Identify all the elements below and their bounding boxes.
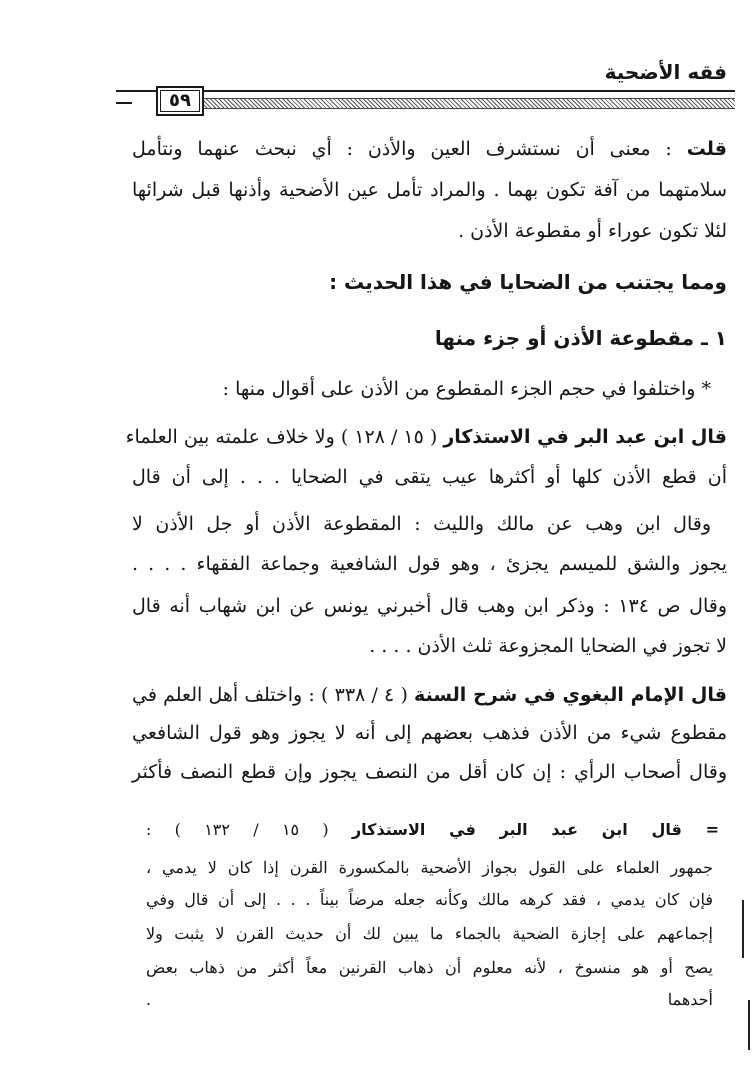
line-text: ( ١٥ / ١٣٢ ) :	[146, 820, 352, 839]
line-text: : معنى أن نستشرف العين والأذن : أي نبحث عنهما ونتأمل	[132, 138, 687, 160]
scan-edge-mark	[748, 1000, 750, 1050]
section-heading: ومما يجتنب من الضحايا في هذا الحديث :	[329, 270, 727, 294]
header-hatched-band	[202, 98, 735, 109]
footnote-line: إجماعهم على إجازة الضحية بالجماء ما يبين لك أن حديث القرن لا يثبت ولا	[146, 924, 713, 943]
body-line	[132, 140, 727, 159]
body-line: يجوز والشق للميسم يجزئ ، وهو قول الشافعية وجماعة الفقهاء . . . .	[132, 553, 727, 575]
inline-lead: قلت	[686, 138, 727, 160]
body-line: وقال أصحاب الرأي : إن كان أقل من النصف يجوز وإن قطع النصف فأكثر	[132, 761, 727, 783]
line-text: ( ٤ / ٣٣٨ ) : واختلف أهل العلم في	[132, 684, 415, 706]
body-line: لا تجوز في الضحايا المجزوعة ثلث الأذن . . . .	[369, 635, 727, 657]
page-number-box: ٥٩	[156, 86, 204, 116]
footnote-line: فإن كان يدمي ، فقد كرهه مالك وكأنه جعله مرضاً بيناً . . . إلى أن قال وفي	[146, 890, 713, 909]
footnote-line: يصح أو هو منسوخ ، لأنه معلوم أن ذهاب القرنين معاً أكثر من ذهاب بعض	[146, 958, 713, 977]
running-head-title: فقه الأضحية	[604, 60, 727, 84]
body-line	[132, 686, 727, 705]
inline-lead: = قال ابن عبد البر في الاستذكار	[351, 820, 719, 839]
body-line: سلامتهما من آفة تكون بهما . والمراد تأمل عين الأضحية وأذنها قبل شرائها	[132, 179, 727, 201]
header-rule	[116, 86, 735, 116]
header-dash	[116, 102, 132, 104]
inline-lead: قال الإمام البغوي في شرح السنة	[414, 684, 727, 706]
body-line: مقطوع شيء من الأذن فذهب بعضهم إلى أنه لا يجوز وهو قول الشافعي	[132, 722, 727, 744]
body-line: لئلا تكون عوراء أو مقطوعة الأذن .	[458, 220, 727, 242]
header-top-line	[116, 90, 735, 92]
footnote-line	[146, 822, 719, 838]
body-line: * واختلفوا في حجم الجزء المقطوع من الأذن على أقوال منها :	[222, 378, 711, 400]
body-line: أن قطع الأذن كلها أو أكثرها عيب يتقى في الضحايا . . . إلى أن قال	[132, 466, 727, 488]
body-line	[125, 426, 727, 448]
section-subheading: ١ ـ مقطوعة الأذن أو جزء منها	[434, 326, 727, 350]
footnote-line: جمهور العلماء على القول بجواز الأضحية بالمكسورة القرن إذا كان لا يدمي ،	[146, 858, 713, 877]
inline-lead: قال ابن عبد البر في الاستذكار	[443, 426, 727, 448]
footnote-line: أحدهما .	[146, 990, 713, 1009]
scan-edge-mark	[742, 900, 744, 958]
body-line: وقال ابن وهب عن مالك والليث : المقطوعة الأذن أو جل الأذن لا	[132, 513, 711, 535]
body-line: وقال ص ١٣٤ : وذكر ابن وهب قال أخبرني يونس عن ابن شهاب أنه قال	[132, 595, 727, 617]
line-text: ( ١٥ / ١٢٨ ) ولا خلاف علمته بين العلماء	[125, 426, 444, 448]
